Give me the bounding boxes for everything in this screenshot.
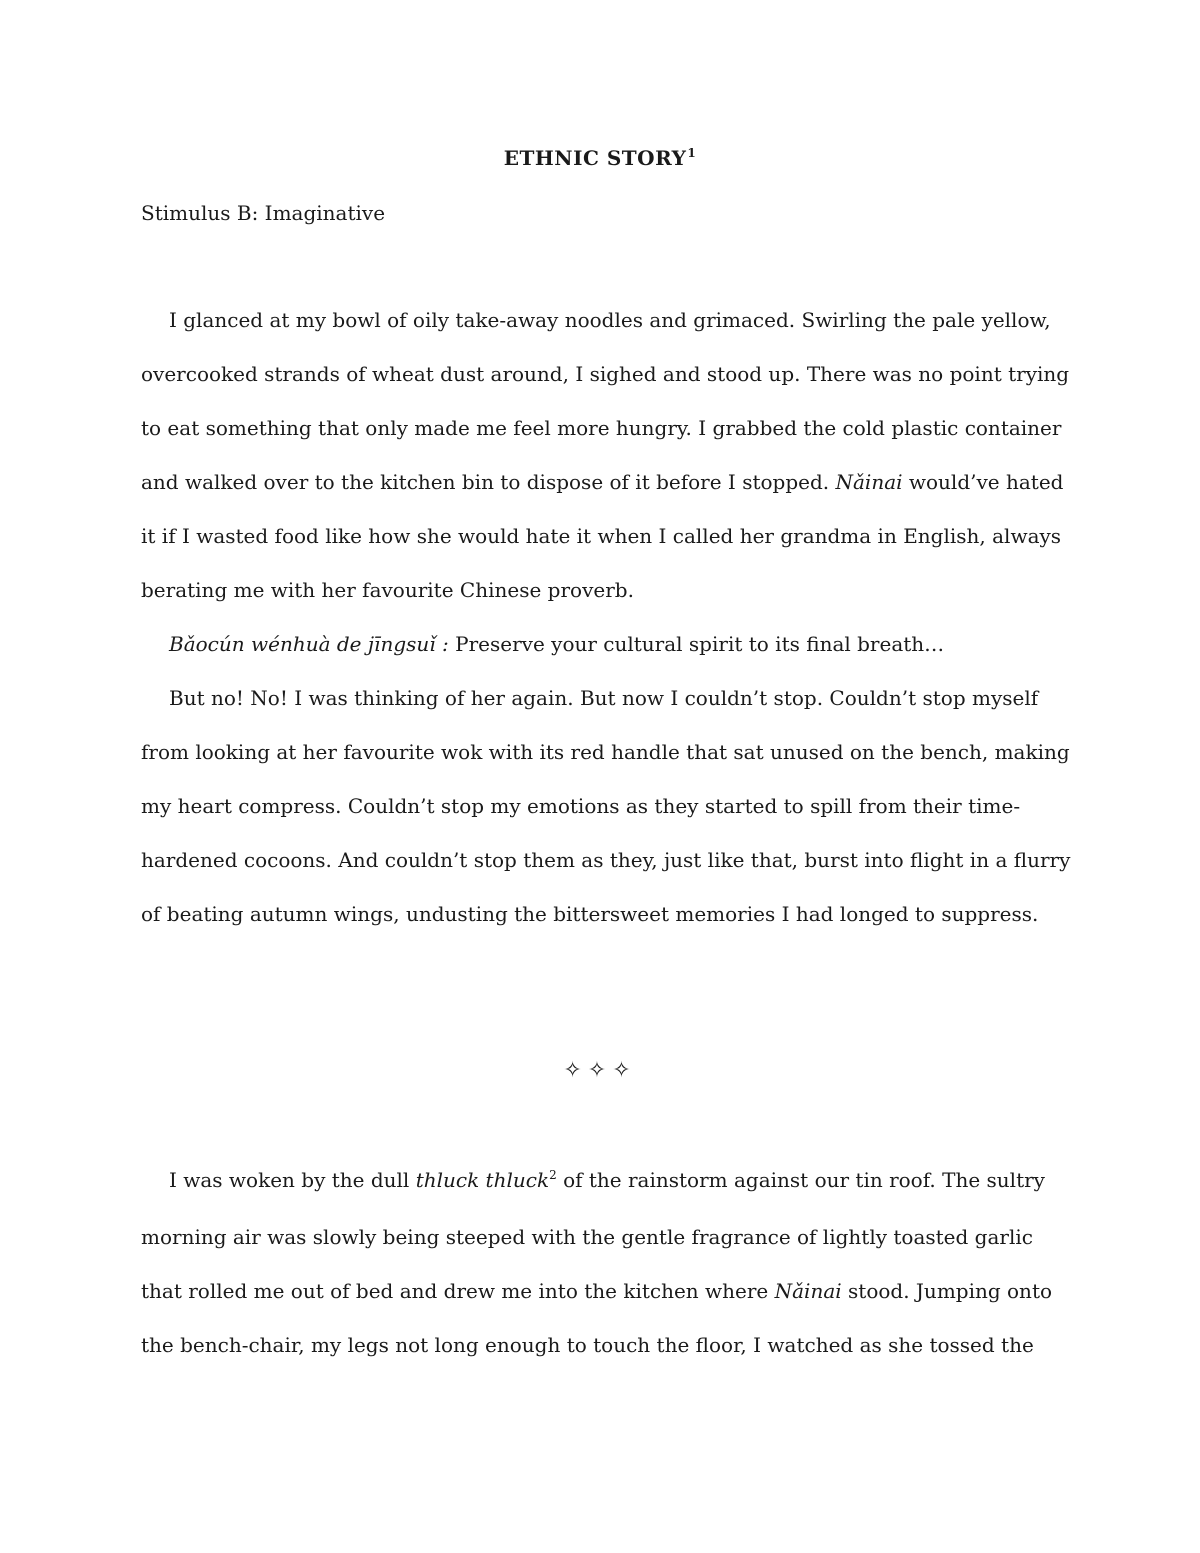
footnote-marker: 2 xyxy=(549,1168,557,1182)
paragraph-text: of the rainstorm against our tin roof. The sultry morning air was slowly being steeped with the gentle fragrance of lightly toasted garlic that rolled me out of bed and drew me into the kitchen where xyxy=(141,1168,1045,1303)
paragraph-text: I was woken by the dull xyxy=(169,1168,410,1192)
paragraph-text: would’ve hated it if I wasted food like how she would hate it when I called her grandma in English, always berating me with her favourite Chinese proverb. xyxy=(141,470,1064,602)
stimulus-subtitle: Stimulus B: Imaginative xyxy=(141,201,386,225)
paragraph-text: But no! No! I was thinking of her again. But now I couldn’t stop. Couldn’t stop myself from looking at her favourite wok with its red handle that sat unused on the bench, making my heart compress. Couldn’t stop my emotions as they started to spill from their time-hardened cocoons. And couldn’t stop them as they, just like that, burst into flight in a flurry of beating autumn wings, undusting the bittersweet memories I had longed to suppress. xyxy=(141,686,1071,926)
paragraph-text: stood. Jumping onto the bench-chair, my legs not long enough to touch the floor, I watched as she tossed the xyxy=(141,1279,1053,1357)
story-section-2 xyxy=(141,1153,1071,1372)
title-text: ETHNIC STORY xyxy=(503,146,687,170)
title-footnote-marker: 1 xyxy=(687,146,697,160)
story-section-1 xyxy=(141,293,1071,941)
section-divider: ✧✧✧ xyxy=(563,1058,637,1083)
paragraph xyxy=(141,1153,1071,1372)
italic-term: Nǎinai xyxy=(835,470,903,494)
document-title xyxy=(0,143,1200,176)
italic-onomatopoeia: thluck thluck xyxy=(415,1168,550,1192)
paragraph xyxy=(141,671,1071,941)
italic-proverb: Bǎocún wénhuà de jīngsuǐ : xyxy=(169,632,449,656)
paragraph xyxy=(141,617,1071,671)
paragraph xyxy=(141,293,1071,617)
italic-term: Nǎinai xyxy=(774,1279,842,1303)
paragraph-text: Preserve your cultural spirit to its final breath… xyxy=(455,632,945,656)
paragraph-text: I glanced at my bowl of oily take-away noodles and grimaced. Swirling the pale yellow, overcooked strands of wheat dust around, I sighed and stood up. There was no point trying to eat something that only made me feel more hungry. I grabbed the cold plastic container and walked over to the kitchen bin to dispose of it before I stopped. xyxy=(141,308,1070,494)
